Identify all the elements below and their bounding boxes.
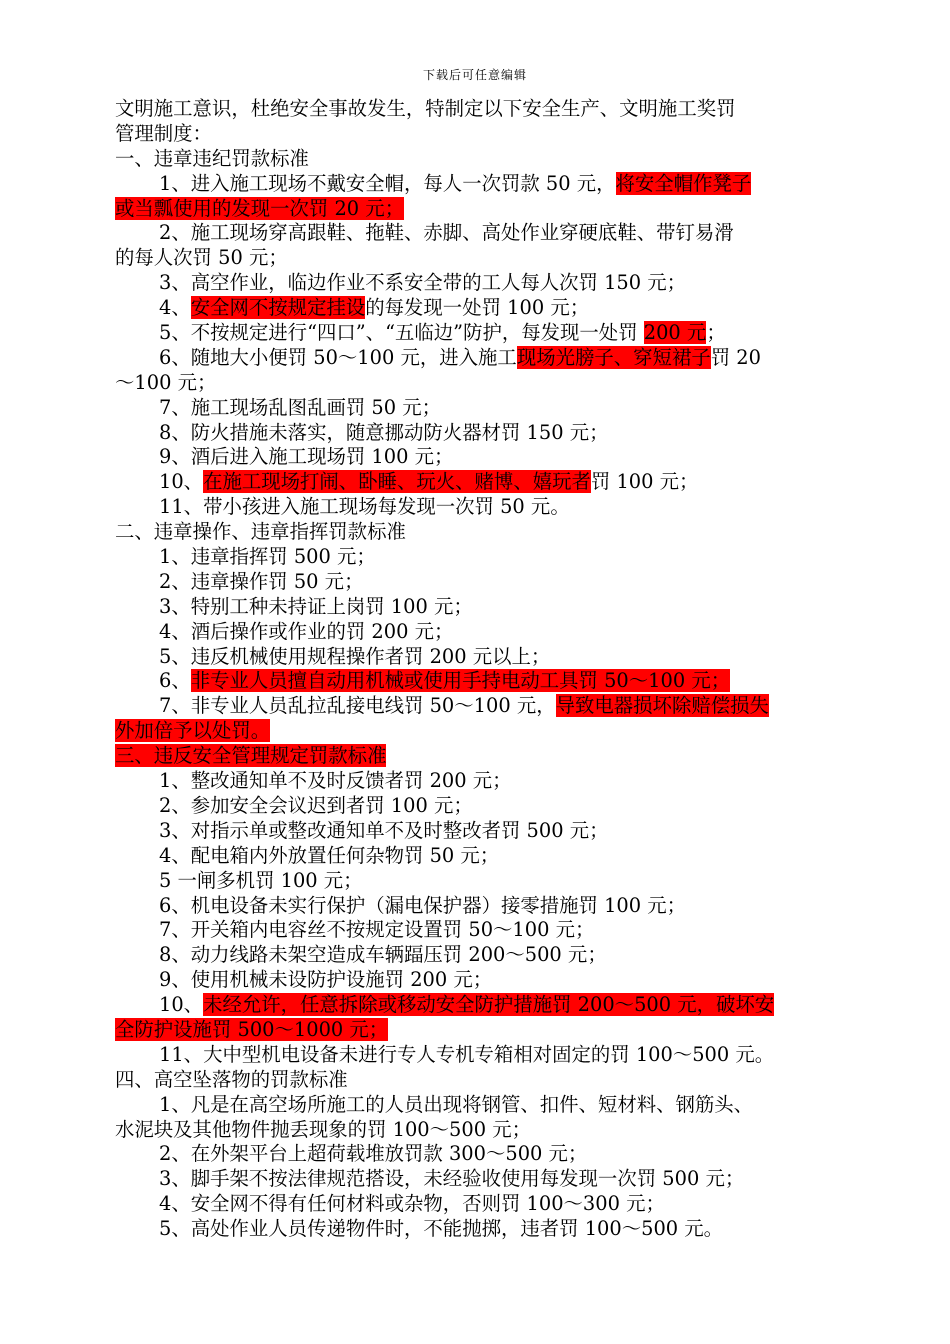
text-line — [115, 595, 837, 620]
text-line — [115, 769, 837, 794]
text-line — [115, 421, 837, 446]
text-line — [115, 620, 837, 645]
text-line — [115, 869, 837, 894]
highlighted-text: 200 元 — [643, 321, 707, 345]
text-run: 1、凡是在高空场所施工的人员出现将钢管、扣件、短材料、钢筋头、 — [159, 1092, 754, 1116]
text-line — [115, 97, 837, 122]
text-run: 11、大中型机电设备未进行专人专机专箱相对固定的罚 100～500 元。 — [159, 1042, 775, 1066]
text-run: 1、整改通知单不及时反馈者罚 200 元； — [159, 769, 512, 793]
text-run: 2、参加安全会议迟到者罚 100 元； — [159, 793, 473, 817]
highlighted-text: 现场光膀子、穿短裙子 — [516, 345, 711, 369]
text-run: 10、 — [159, 993, 204, 1017]
text-run: 4、酒后操作或作业的罚 200 元； — [159, 619, 454, 643]
highlighted-text: 安全网不按规定挂设 — [190, 296, 366, 320]
text-run: 6、机电设备未实行保护（漏电保护器）接零措施罚 100 元； — [159, 893, 687, 917]
text-run: 4、配电箱内外放置任何杂物罚 50 元； — [159, 843, 500, 867]
text-line — [115, 1167, 837, 1192]
text-run: 1、违章指挥罚 500 元； — [159, 545, 376, 569]
text-run: ； — [706, 321, 726, 345]
text-run: 文明施工意识，杜绝安全事故发生，特制定以下安全生产、文明施工奖罚 — [115, 97, 736, 120]
text-line — [115, 197, 837, 222]
document-body — [115, 97, 837, 1242]
text-run: 8、动力线路未架空造成车辆踾压罚 200～500 元； — [159, 943, 607, 967]
text-run: 7、开关箱内电容丝不按规定设置罚 50～100 元； — [159, 918, 595, 942]
highlighted-text: 未经允许，任意拆除或移动安全防护措施罚 200～500 元，破坏安 — [203, 993, 775, 1017]
text-run: 9、使用机械未设防护设施罚 200 元； — [159, 968, 493, 992]
text-line — [115, 819, 837, 844]
text-run: 2、施工现场穿高跟鞋、拖鞋、赤脚、高处作业穿硬底鞋、带钉易滑 — [159, 221, 734, 245]
text-run: 4、安全网不得有任何材料或杂物，否则罚 100～300 元； — [159, 1192, 665, 1216]
text-run: 7、非专业人员乱拉乱接电线罚 50～100 元， — [159, 694, 556, 718]
text-run: 6、随地大小便罚 50～100 元，进入施工 — [159, 345, 517, 369]
text-run: 管理制度： — [115, 121, 212, 145]
highlighted-text: 或当瓢使用的发现一次罚 20 元； — [115, 196, 405, 220]
highlighted-text: 将安全帽作凳子 — [615, 171, 752, 195]
highlighted-text: 导致电器损坏除赔偿损失 — [555, 694, 769, 718]
text-line — [115, 844, 837, 869]
text-line — [115, 470, 837, 495]
highlighted-text: 外加倍予以处罚。 — [115, 719, 271, 743]
text-line — [115, 545, 837, 570]
text-line — [115, 1142, 837, 1167]
text-run: 2、在外架平台上超荷载堆放罚款 300～500 元； — [159, 1142, 588, 1166]
text-line — [115, 1217, 837, 1242]
text-line — [115, 1192, 837, 1217]
text-run: 8、防火措施未落实，随意挪动防火器材罚 150 元； — [159, 420, 609, 444]
text-run: 11、带小孩进入施工现场每发现一次罚 50 元。 — [159, 495, 570, 519]
text-line — [115, 147, 837, 172]
text-line — [115, 520, 837, 545]
text-run: 4、 — [159, 296, 191, 320]
text-line — [115, 669, 837, 694]
text-line — [115, 1068, 837, 1093]
text-line — [115, 271, 837, 296]
text-line — [115, 445, 837, 470]
text-line — [115, 894, 837, 919]
page-header: 下载后可任意编辑 — [422, 68, 527, 82]
text-line — [115, 246, 837, 271]
text-run: 1、进入施工现场不戴安全帽，每人一次罚款 50 元， — [159, 171, 616, 195]
text-run: 罚 100 元； — [590, 470, 699, 494]
text-run: 罚 20 — [710, 345, 761, 369]
text-run: ～100 元； — [115, 370, 217, 394]
text-line — [115, 943, 837, 968]
text-line — [115, 1018, 837, 1043]
text-run: 3、对指示单或整改通知单不及时整改者罚 500 元； — [159, 818, 609, 842]
text-run: 5、违反机械使用规程操作者罚 200 元以上； — [159, 644, 551, 668]
text-run: 2、违章操作罚 50 元； — [159, 569, 364, 593]
highlighted-text: 三、违反安全管理规定罚款标准 — [115, 744, 387, 768]
text-run: 9、酒后进入施工现场罚 100 元； — [159, 445, 454, 469]
text-line — [115, 371, 837, 396]
text-run: 3、高空作业，临边作业不系安全带的工人每人次罚 150 元； — [159, 271, 687, 295]
text-line — [115, 221, 837, 246]
text-run: 5、不按规定进行“四口”、“五临边”防护，每发现一处罚 — [159, 321, 644, 345]
text-line — [115, 396, 837, 421]
text-line — [115, 1043, 837, 1068]
text-run: 10、 — [159, 470, 204, 494]
text-line — [115, 172, 837, 197]
text-line — [115, 694, 837, 719]
text-run: 二、违章操作、违章指挥罚款标准 — [115, 520, 406, 544]
text-line — [115, 1118, 837, 1143]
text-run: 水泥块及其他物件抛丢现象的罚 100～500 元； — [115, 1117, 531, 1141]
text-line — [115, 296, 837, 321]
text-run: 5 一闸多机罚 100 元； — [159, 868, 363, 892]
text-line — [115, 993, 837, 1018]
text-line — [115, 719, 837, 744]
text-line — [115, 918, 837, 943]
text-line — [115, 570, 837, 595]
text-line — [115, 346, 837, 371]
text-line — [115, 968, 837, 993]
text-run: 的每人次罚 50 元； — [115, 246, 288, 270]
text-line — [115, 495, 837, 520]
text-run: 3、特别工种未持证上岗罚 100 元； — [159, 594, 473, 618]
text-run: 7、施工现场乱图乱画罚 50 元； — [159, 395, 442, 419]
text-run: 3、脚手架不按法律规范搭设，未经验收使用每发现一次罚 500 元； — [159, 1167, 745, 1191]
text-run: 的每发现一处罚 100 元； — [365, 296, 590, 320]
text-line — [115, 744, 837, 769]
text-run: 6、 — [159, 669, 191, 693]
text-run: 四、高空坠落物的罚款标准 — [115, 1067, 348, 1091]
highlighted-text: 全防护设施罚 500～1000 元； — [115, 1017, 389, 1041]
text-line — [115, 794, 837, 819]
text-run: 一、违章违纪罚款标准 — [115, 146, 309, 170]
text-line — [115, 645, 837, 670]
text-line — [115, 321, 837, 346]
text-line — [115, 1093, 837, 1118]
highlighted-text: 在施工现场打闹、卧睡、玩火、赌博、嬉玩者 — [203, 470, 591, 494]
text-line — [115, 122, 837, 147]
highlighted-text: 非专业人员擅自动用机械或使用手持电动工具罚 50～100 元； — [190, 669, 731, 693]
text-run: 5、高处作业人员传递物件时，不能抛掷，违者罚 100～500 元。 — [159, 1217, 724, 1241]
